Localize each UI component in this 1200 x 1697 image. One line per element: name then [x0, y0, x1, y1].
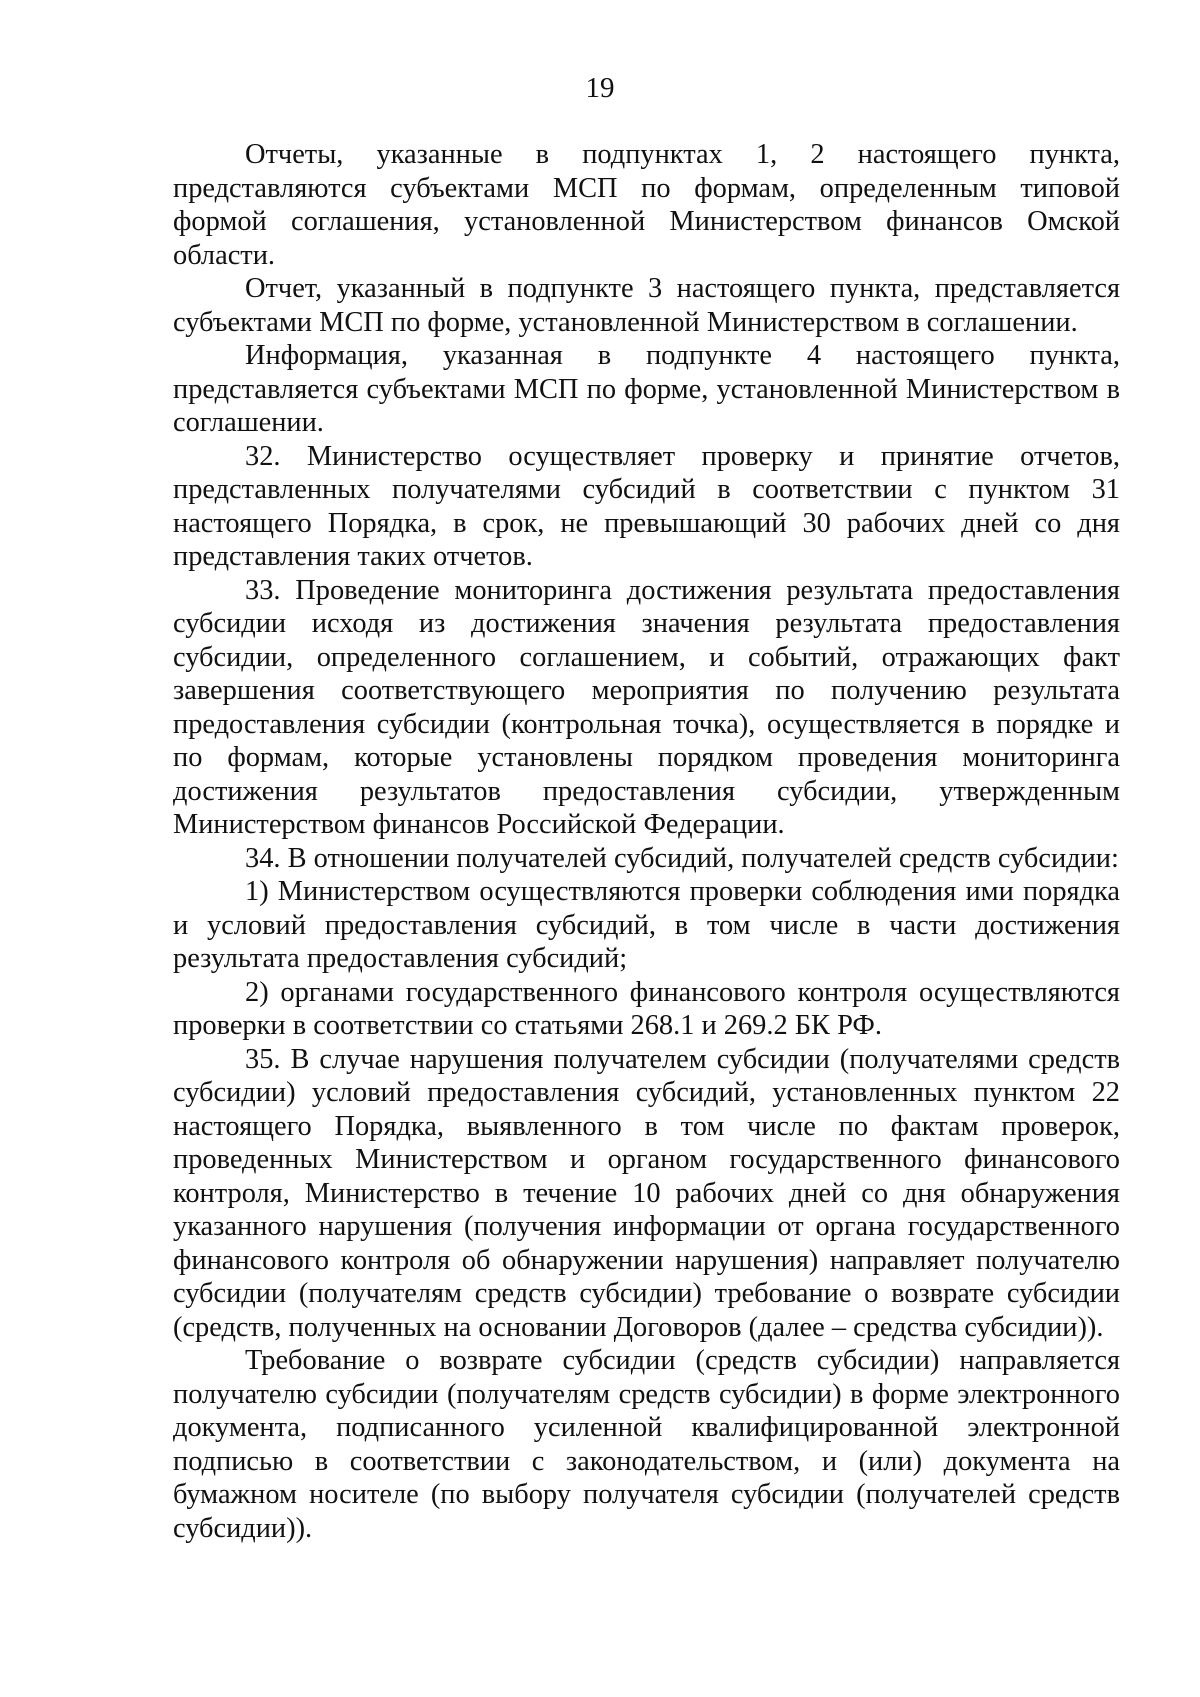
paragraph-reports-forms: Отчеты, указанные в подпунктах 1, 2 настоящего пункта, представляются субъектами МСП по формам, определенным типовой формой соглашения, установленной Министерством финансов Омской области. — [173, 139, 1120, 271]
paragraph-item-34-subitem-1: 1) Министерством осуществляются проверки соблюдения ими порядка и условий предоставления субсидий, в том числе в части достижения результата предоставления субсидий; — [173, 876, 1120, 974]
paragraph-item-33: 33. Проведение мониторинга достижения результата предоставления субсидии исходя из достижения значения результата предоставления субсидии, определенного соглашением, и событий, отражающих факт завершения соответствующего мероприятия по получению результата предоставления субсидии (контрольная точка), осуществляется в порядке и по формам, которые установлены порядком проведения мониторинга достижения результатов предоставления субсидии, утвержденным Министерством финансов Российской Федерации. — [173, 574, 1120, 840]
paragraph-item-34-subitem-2: 2) органами государственного финансового контроля осуществляются проверки в соответствии со статьями 268.1 и 269.2 БК РФ. — [173, 976, 1120, 1041]
document-body — [173, 138, 1120, 1545]
paragraph-refund-demand: Требование о возврате субсидии (средств субсидии) направляется получателю субсидии (получателям средств субсидии) в форме электронного документа, подписанного усиленной квалифицированной электронной подписью в соответствии с законодательством, и (или) документа на бумажном носителе (по выбору получателя субсидии (получателей средств субсидии)). — [173, 1345, 1120, 1544]
paragraph-item-32: 32. Министерство осуществляет проверку и принятие отчетов, представленных получателями субсидий в соответствии с пунктом 31 настоящего Порядка, в срок, не превышающий 30 рабочих дней со дня представления таких отчетов. — [173, 440, 1120, 572]
paragraph-report-subitem-3: Отчет, указанный в подпункте 3 настоящего пункта, представляется субъектами МСП по форме, установленной Министерством в соглашении. — [173, 273, 1120, 338]
paragraph-item-34: 34. В отношении получателей субсидий, получателей средств субсидии: — [245, 842, 1119, 874]
page-number: 19 — [585, 72, 615, 104]
paragraph-information-subitem-4: Информация, указанная в подпункте 4 настоящего пункта, представляется субъектами МСП по форме, установленной Министерством в соглашении. — [173, 340, 1120, 438]
paragraph-item-35: 35. В случае нарушения получателем субсидии (получателями средств субсидии) условий предоставления субсидий, установленных пунктом 22 настоящего Порядка, выявленного в том числе по фактам проверок, проведенных Министерством и органом государственного финансового контроля, Министерство в течение 10 рабочих дней со дня обнаружения указанного нарушения (получения информации от органа государственного финансового контроля об обнаружении нарушения) направляет получателю субсидии (получателям средств субсидии) требование о возврате субсидии (средств, полученных на основании Договоров (далее – средства субсидии)). — [173, 1043, 1120, 1343]
